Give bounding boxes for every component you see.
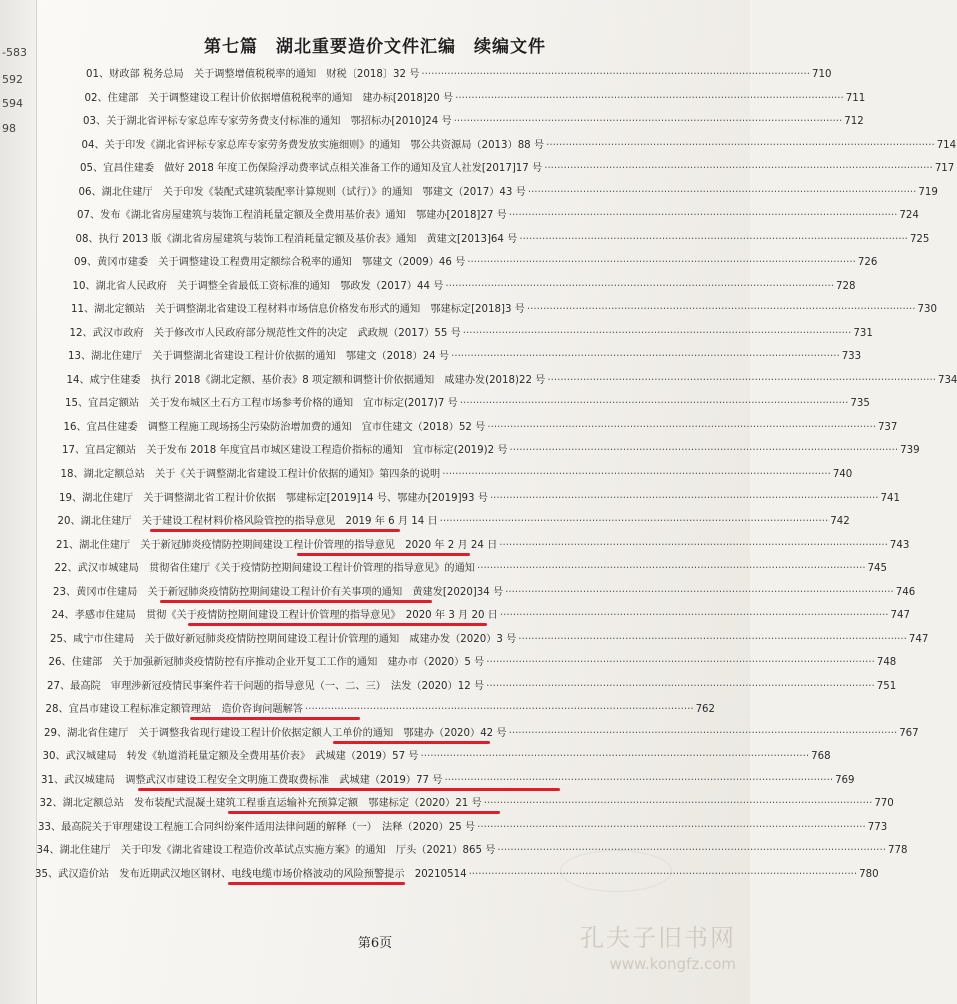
toc-entry-title: 25、咸宁市住建局 关于做好新冠肺炎疫情防控期间建设工程计价管理的通知 咸建办发（2020）3 号: [50, 633, 517, 645]
red-pen-underline: [297, 553, 470, 556]
adjacent-page-number: 594: [2, 97, 23, 110]
toc-entry-page: 751: [876, 680, 897, 692]
leader-dots: ························································································································: [497, 845, 886, 857]
toc-entry-page: 768: [811, 751, 831, 763]
toc-entry-page: 725: [909, 233, 930, 245]
toc-entry: [81, 139, 957, 153]
leader-dots: ························································································································: [453, 116, 843, 128]
toc-entry-title: 29、湖北省住建厅 关于调整我省现行建设工程计价依据定额人工单价的通知 鄂建办（2020）42 号: [44, 727, 507, 739]
leader-dots: ························································································································: [499, 539, 888, 551]
red-pen-underline: [228, 811, 500, 814]
toc-entry-page: 748: [876, 657, 897, 669]
toc-entry: [83, 115, 864, 129]
leader-dots: ························································································································: [477, 821, 866, 833]
leader-dots: ························································································································: [304, 704, 694, 716]
toc-entry-title: 23、黄冈市住建局 关于新冠肺炎疫情防控期间建设工程计价有关事项的通知 黄建发[2020]34 号: [53, 586, 504, 598]
toc-entry-page: 741: [880, 492, 900, 504]
toc-entry-page: 767: [899, 727, 919, 739]
toc-entry-page: 714: [936, 139, 957, 151]
toc-entry: [74, 256, 878, 270]
leader-dots: ························································································································: [444, 774, 834, 786]
toc-entry-title: 35、武汉造价站 发布近期武汉地区钢材、电线电缆市场价格波动的风险预警提示 20210514: [35, 869, 467, 880]
red-pen-underline: [190, 717, 360, 720]
toc-entry: [39, 797, 894, 811]
toc-entry-page: 778: [888, 845, 908, 857]
toc-entry-page: 731: [853, 327, 873, 339]
toc-entry-title: 07、发布《湖北省房屋建筑与装饰工程消耗量定额及全费用基价表》通知 鄂建办[2018]27 号: [77, 210, 507, 222]
toc-entry: [69, 327, 873, 341]
section-title: 第七篇 湖北重要造价文件汇编 续编文件: [204, 37, 546, 57]
leader-dots: ························································································································: [508, 210, 898, 222]
toc-entry: [65, 397, 870, 411]
toc-entry: [63, 421, 898, 435]
toc-entry-page: 733: [841, 351, 862, 363]
toc-entry-page: 730: [917, 304, 937, 316]
toc-entry-page: 746: [895, 586, 916, 598]
toc-entry-title: 27、最高院 审理涉新冠疫情民事案件若干问题的指导意见（一、二、三） 法发（2020）12 号: [47, 680, 485, 692]
toc-entry-page: 773: [867, 821, 888, 833]
toc-entry-page: 734: [937, 374, 957, 386]
toc-entry-page: 710: [812, 69, 832, 80]
leader-dots: ························································································································: [547, 374, 936, 386]
toc-entry: [51, 609, 910, 623]
toc-entry-page: 780: [859, 869, 879, 880]
leader-dots: ························································································································: [486, 680, 875, 692]
leader-dots: ························································································································: [420, 751, 810, 763]
leader-dots: ························································································································: [439, 516, 829, 528]
leader-dots: ························································································································: [505, 586, 894, 598]
leader-dots: ························································································································: [489, 492, 879, 504]
toc-entry-page: 762: [695, 704, 716, 716]
leader-dots: ························································································································: [486, 657, 875, 669]
toc-entry-page: 770: [874, 798, 894, 810]
toc-entry-title: 14、咸宁住建委 执行 2018《湖北定额、基价表》8 项定额和调整计价依据通知 咸建办发(2018)22 号: [66, 374, 546, 386]
red-pen-underline: [138, 788, 560, 791]
leader-dots: ························································································································: [546, 139, 935, 151]
toc-entry-page: 740: [832, 469, 853, 480]
toc-entry: [72, 280, 856, 294]
leader-dots: ························································································································: [451, 351, 840, 363]
leader-dots: ························································································································: [442, 469, 831, 480]
leader-dots: ························································································································: [508, 727, 898, 739]
leader-dots: ························································································································: [483, 798, 873, 810]
red-pen-underline: [160, 600, 432, 603]
toc-entry-page: 717: [934, 163, 955, 175]
watermark-url: www.kongfz.com: [609, 955, 736, 973]
toc-entry-page: 728: [836, 280, 856, 292]
toc-entry-title: 04、关于印发《湖北省评标专家总库专家劳务费发放实施细则》的通知 鄂公共资源局（2013）88 号: [81, 139, 545, 151]
toc-entry-title: 32、湖北定额总站 发布装配式混凝土建筑工程垂直运输补充预算定额 鄂建标定（2020）21 号: [39, 798, 482, 810]
toc-entry-title: 22、武汉市城建局 贯彻省住建厅《关于疫情防控期间建设工程计价管理的指导意见》的通知: [54, 563, 475, 575]
adjacent-page-number: -583: [2, 46, 27, 59]
toc-entry-title: 19、湖北住建厅 关于调整湖北省工程计价依据 鄂建标定[2019]14 号、鄂建办[2019]93 号: [59, 492, 488, 504]
toc-entry: [56, 539, 910, 553]
toc-entry: [86, 68, 832, 82]
leader-dots: ························································································································: [544, 163, 933, 175]
leader-dots: ························································································································: [459, 398, 849, 410]
toc-entry-title: 10、湖北省人民政府 关于调整全省最低工资标准的通知 鄂政发（2017）44 号: [72, 280, 444, 292]
toc-entry-page: 735: [850, 398, 870, 410]
leader-dots: ························································································································: [527, 186, 917, 198]
leader-dots: ························································································································: [476, 563, 866, 575]
toc-entry-page: 747: [908, 633, 929, 645]
toc-entry: [50, 633, 929, 647]
toc-entry-title: 26、住建部 关于加强新冠肺炎疫情防控有序推动企业开复工工作的通知 建办市（2020）5 号: [48, 657, 485, 669]
toc-entry: [68, 350, 862, 364]
leader-dots: ························································································································: [468, 869, 858, 880]
page-number: 第6页: [357, 936, 393, 951]
toc-entry: [41, 774, 855, 788]
leader-dots: ························································································································: [455, 92, 844, 104]
toc-entry-page: 724: [899, 210, 919, 222]
toc-entry: [42, 750, 831, 764]
toc-entry-title: 20、湖北住建厅 关于建设工程材料价格风险管控的指导意见 2019 年 6 月 14 日: [57, 516, 438, 528]
toc-entry-title: 12、武汉市政府 关于修改市人民政府部分规范性文件的决定 武政规（2017）55 号: [69, 327, 461, 339]
toc-entry-title: 09、黄冈市建委 关于调整建设工程费用定额综合税率的通知 鄂建文（2009）46 号: [74, 257, 466, 269]
toc-entry-page: 711: [845, 92, 866, 104]
toc-entry-title: 05、宜昌住建委 做好 2018 年度工伤保险浮动费率试点相关准备工作的通知及宜人社发[2017]17 号: [80, 163, 543, 175]
toc-entry: [48, 656, 897, 670]
toc-entry-page: 719: [918, 186, 938, 198]
toc-entry: [75, 233, 930, 247]
toc-entry: [53, 586, 916, 600]
toc-entry: [77, 209, 919, 223]
toc-entry: [60, 468, 853, 482]
faint-stamp: [560, 850, 672, 892]
toc-entry: [45, 703, 716, 717]
toc-entry-page: 747: [890, 610, 910, 622]
leader-dots: ························································································································: [467, 257, 856, 269]
adjacent-page-number: 592: [2, 73, 23, 86]
toc-entry-title: 30、武汉城建局 转发《轨道消耗量定额及全费用基价表》 武城建（2019）57 号: [42, 751, 419, 763]
toc-entry-page: 769: [835, 774, 855, 786]
leader-dots: ························································································································: [518, 633, 907, 645]
leader-dots: ························································································································: [519, 233, 908, 245]
toc-entry: [54, 562, 888, 576]
adjacent-page-number: 98: [2, 122, 16, 135]
toc-entry: [78, 186, 938, 200]
leader-dots: ························································································································: [487, 421, 876, 433]
toc-entry-title: 34、湖北住建厅 关于印发《湖北省建设工程造价改革试点实施方案》的通知 厅头（2021）865 号: [36, 845, 496, 857]
toc-entry-title: 13、湖北住建厅 关于调整湖北省建设工程计价依据的通知 鄂建文（2018）24 号: [68, 351, 450, 363]
toc-entry-title: 18、湖北定额总站 关于《关于调整湖北省建设工程计价依据的通知》第四条的说明: [60, 469, 441, 480]
toc-entry: [62, 444, 920, 458]
leader-dots: ························································································································: [445, 280, 835, 292]
toc-entry: [44, 727, 919, 741]
toc-entry-title: 28、宜昌市建设工程标准定额管理站 造价咨询问题解答: [45, 704, 303, 716]
red-pen-underline: [150, 529, 400, 532]
leader-dots: ························································································································: [421, 69, 810, 80]
watermark-name: 孔夫子旧书网: [580, 924, 736, 952]
toc-entry-title: 01、财政部 税务总局 关于调整增值税税率的通知 财税〔2018〕32 号: [86, 69, 420, 80]
toc-entry-title: 02、住建部 关于调整建设工程计价依据增值税税率的通知 建办标[2018]20 号: [84, 92, 454, 104]
leader-dots: ························································································································: [526, 304, 916, 316]
toc-entry-title: 33、最高院关于审理建设工程施工合同纠纷案件适用法律问题的解释（一） 法释（2020）25 号: [38, 821, 476, 833]
toc-entry: [38, 821, 888, 835]
toc-entry-title: 03、关于湖北省评标专家总库专家劳务费支付标准的通知 鄂招标办[2010]24 号: [83, 116, 452, 128]
watermark: [580, 918, 736, 973]
toc-entry: [66, 374, 957, 388]
toc-entry-page: 739: [900, 445, 920, 457]
toc-entry-page: 712: [844, 116, 864, 128]
toc-entry-title: 24、孝感市住建局 贯彻《关于疫情防控期间建设工程计价管理的指导意见》 2020 年 3 月 20 日: [51, 610, 498, 622]
toc-entry-title: 21、湖北住建厅 关于新冠肺炎疫情防控期间建设工程计价管理的指导意见 2020 年 2 月 24 日: [56, 539, 498, 551]
red-pen-underline: [228, 882, 405, 885]
toc-entry-title: 06、湖北住建厅 关于印发《装配式建筑装配率计算规则（试行）》的通知 鄂建文（2017）43 号: [78, 186, 526, 198]
toc-entry-page: 737: [877, 421, 898, 433]
leader-dots: ························································································································: [462, 327, 852, 339]
toc-entry-page: 745: [867, 563, 888, 575]
toc-entry-title: 17、宜昌定额站 关于发布 2018 年度宜昌市城区建设工程造价指标的通知 宜市标定(2019)2 号: [62, 445, 508, 457]
leader-dots: ························································································································: [499, 610, 889, 622]
toc-entry-title: 15、宜昌定额站 关于发布城区土石方工程市场参考价格的通知 宜市标定(2017)7 号: [65, 398, 458, 410]
toc-entry-page: 726: [857, 257, 878, 269]
leader-dots: ························································································································: [509, 445, 899, 457]
toc-entry: [71, 303, 937, 317]
toc-entry: [47, 680, 897, 694]
toc-entry-page: 743: [889, 539, 910, 551]
toc-entry-title: 31、武汉城建局 调整武汉市建设工程安全文明施工费取费标准 武城建（2019）77 号: [41, 774, 443, 786]
toc-entry: [80, 162, 955, 176]
red-pen-underline: [333, 741, 490, 744]
toc-entry-title: 11、湖北定额站 关于调整湖北省建设工程材料市场信息价格发布形式的通知 鄂建标定[2018]3 号: [71, 304, 525, 316]
toc-entry-title: 16、宜昌住建委 调整工程施工现场扬尘污染防治增加费的通知 宜市住建文（2018）52 号: [63, 421, 486, 433]
toc-entry: [59, 492, 900, 506]
toc-entry: [57, 515, 850, 529]
toc-entry: [84, 92, 866, 106]
red-pen-underline: [188, 623, 487, 626]
toc-entry-title: 08、执行 2013 版《湖北省房屋建筑与装饰工程消耗量定额及基价表》通知 黄建文[2013]64 号: [75, 233, 518, 245]
toc-entry-page: 742: [830, 516, 850, 528]
